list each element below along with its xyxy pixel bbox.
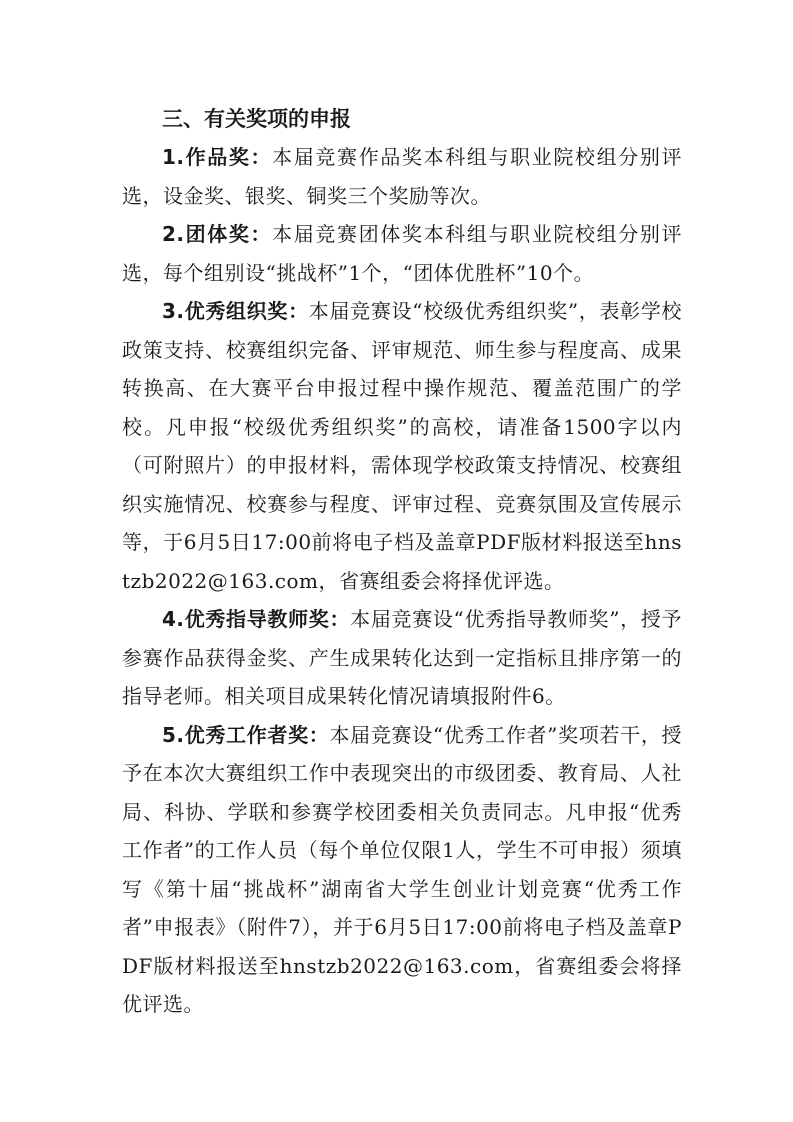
award-title: 4.优秀指导教师奖：	[162, 607, 351, 631]
award-title: 1.作品奖：	[162, 145, 273, 169]
award-title: 2.团体奖：	[162, 222, 273, 246]
award-paragraph-works	[122, 138, 682, 215]
award-title: 5.优秀工作者奖：	[162, 722, 330, 747]
award-paragraph-organization	[122, 292, 682, 600]
award-description: 本届竞赛设“优秀工作者”奖项若干，授予在本次大赛组织工作中表现突出的市级团委、教育局、人社局、科协、学联和参赛学校团委相关负责同志。凡申报“优秀工作者”的工作人员（每个单位仅限1人，学生不可申报）须填写《第十届“挑战杯”湖南省大学生创业计划竞赛“优秀工作者”申报表》（附件7），并于6月5日17:00前将电子档及盖章PDF版材料报送至hnstzb2022@163.com，省赛组委会将择优评选。	[122, 722, 682, 1016]
section-heading: 三、有关奖项的申报	[162, 107, 351, 131]
award-paragraph-instructor	[122, 600, 682, 716]
award-description: 本届竞赛作品奖本科组与职业院校组分别评选，设金奖、银奖、铜奖三个奖励等次。	[122, 145, 683, 208]
document-body	[122, 100, 682, 1024]
award-description: 本届竞赛设“校级优秀组织奖”，表彰学校政策支持、校赛组织完备、评审规范、师生参与程度高、成果转换高、在大赛平台申报过程中操作规范、覆盖范围广的学校。凡申报“校级优秀组织奖”的高校，请准备1500字以内（可附照片）的申报材料，需体现学校政策支持情况、校赛组织实施情况、校赛参与程度、评审过程、竞赛氛围及宣传展示等，于6月5日17:00前将电子档及盖章PDF版材料报送至hnstzb2022@163.com，省赛组委会将择优评选。	[122, 299, 683, 593]
award-paragraph-team	[122, 215, 682, 292]
award-paragraph-worker	[122, 716, 682, 1024]
award-description: 本届竞赛团体奖本科组与职业院校组分别评选，每个组别设“挑战杯”1个，“团体优胜杯”10个。	[122, 222, 683, 285]
award-title: 3.优秀组织奖：	[162, 299, 309, 323]
award-description: 本届竞赛设“优秀指导教师奖”，授予参赛作品获得金奖、产生成果转化达到一定指标且排序第一的指导老师。相关项目成果转化情况请填报附件6。	[122, 607, 683, 708]
